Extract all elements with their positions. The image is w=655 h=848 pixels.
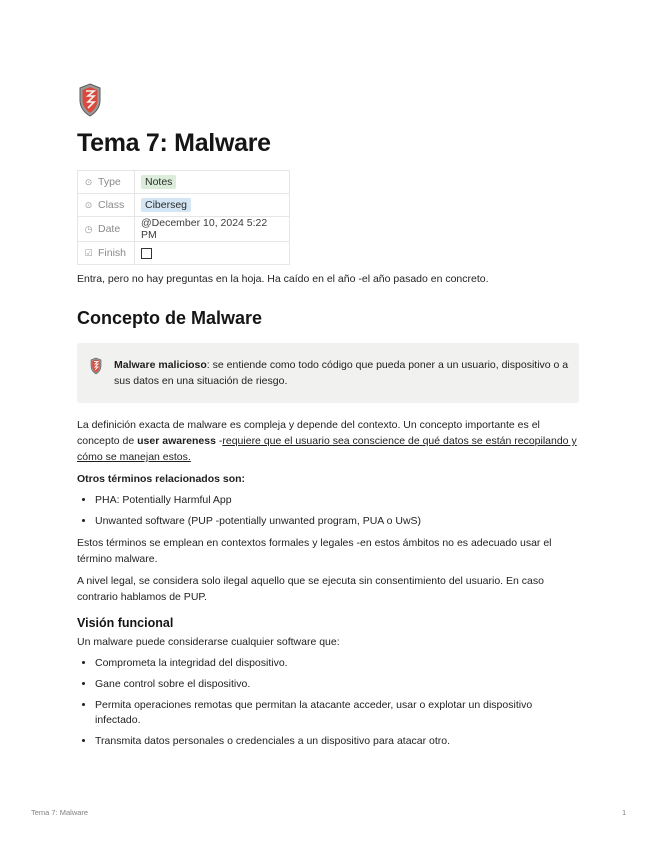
property-key: Date: [98, 223, 121, 235]
properties-table: [77, 170, 290, 265]
status-icon: ⊙: [84, 200, 93, 210]
list-item: • Transmita datos personales o credenciales a un dispositivo para atacar otro.: [95, 734, 579, 749]
property-key: Type: [98, 176, 121, 188]
date-value[interactable]: @December 10, 2024 5:22 PM: [135, 217, 290, 242]
type-tag[interactable]: Notes: [141, 175, 176, 189]
property-row-type: [78, 171, 290, 194]
callout: [77, 343, 579, 403]
property-key: Class: [98, 199, 125, 211]
user-awareness-term: user awareness: [137, 435, 216, 447]
subsection-heading: Visión funcional: [77, 616, 174, 630]
callout-term: Malware malicioso: [114, 359, 207, 371]
property-row-date: [78, 217, 290, 242]
definition-paragraph: La definición exacta de malware es compleja y depende del contexto. Un concepto importante es el concepto de user awareness -requiere que el usuario sea conscience de qué datos se están recopilando y cómo se manejan estos.: [77, 419, 577, 463]
context-paragraph: Estos términos se emplean en contextos formales y legales -en estos ámbitos no es adecuado usar el término malware.: [77, 537, 552, 565]
intro-paragraph: Entra, pero no hay preguntas en la hoja. Ha caído en el año -el año pasado en concreto.: [77, 273, 489, 285]
clock-icon: ◷: [84, 224, 93, 234]
list-item: • Gane control sobre el dispositivo.: [95, 677, 579, 692]
list-item: • Permita operaciones remotas que permitan la atacante acceder, usar o explotar un dispositivo infectado.: [95, 698, 579, 728]
callout-text: Malware malicioso: se entiende como todo código que pueda poner a un usuario, dispositivo o a sus datos en una situación de riesgo.: [114, 359, 569, 387]
list-item: • PHA: Potentially Harmful App: [95, 493, 579, 508]
status-icon: ⊙: [84, 177, 93, 187]
page-content: [77, 82, 579, 755]
legal-paragraph: A nivel legal, se considera solo ilegal aquello que se ejecuta sin consentimiento del usuario. En caso contrario hablamos de PUP.: [77, 575, 544, 603]
class-tag[interactable]: Ciberseg: [141, 198, 191, 212]
finish-checkbox[interactable]: [141, 248, 152, 259]
property-row-class: [78, 194, 290, 217]
shield-icon: [89, 357, 103, 375]
section-heading: Concepto de Malware: [77, 308, 263, 328]
underlined-text: requiere que el usuario sea conscience de qué datos se están recopilando y cómo se manejan estos.: [77, 435, 577, 463]
footer-title: Tema 7: Malware: [31, 808, 89, 817]
shield-icon: [77, 82, 103, 118]
terms-list: [77, 493, 579, 529]
subsection-intro: Un malware puede considerarse cualquier software que:: [77, 636, 340, 648]
terms-heading: Otros términos relacionados son:: [77, 473, 246, 485]
property-row-finish: [78, 242, 290, 265]
functional-list: [77, 656, 579, 749]
checkbox-icon: ☑: [84, 248, 93, 258]
page-number: 1: [622, 808, 627, 817]
page-title: Tema 7: Malware: [77, 129, 271, 157]
property-key: Finish: [98, 247, 127, 259]
list-item: • Comprometa la integridad del dispositivo.: [95, 656, 579, 671]
list-item: • Unwanted software (PUP -potentially unwanted program, PUA o UwS): [95, 514, 579, 529]
